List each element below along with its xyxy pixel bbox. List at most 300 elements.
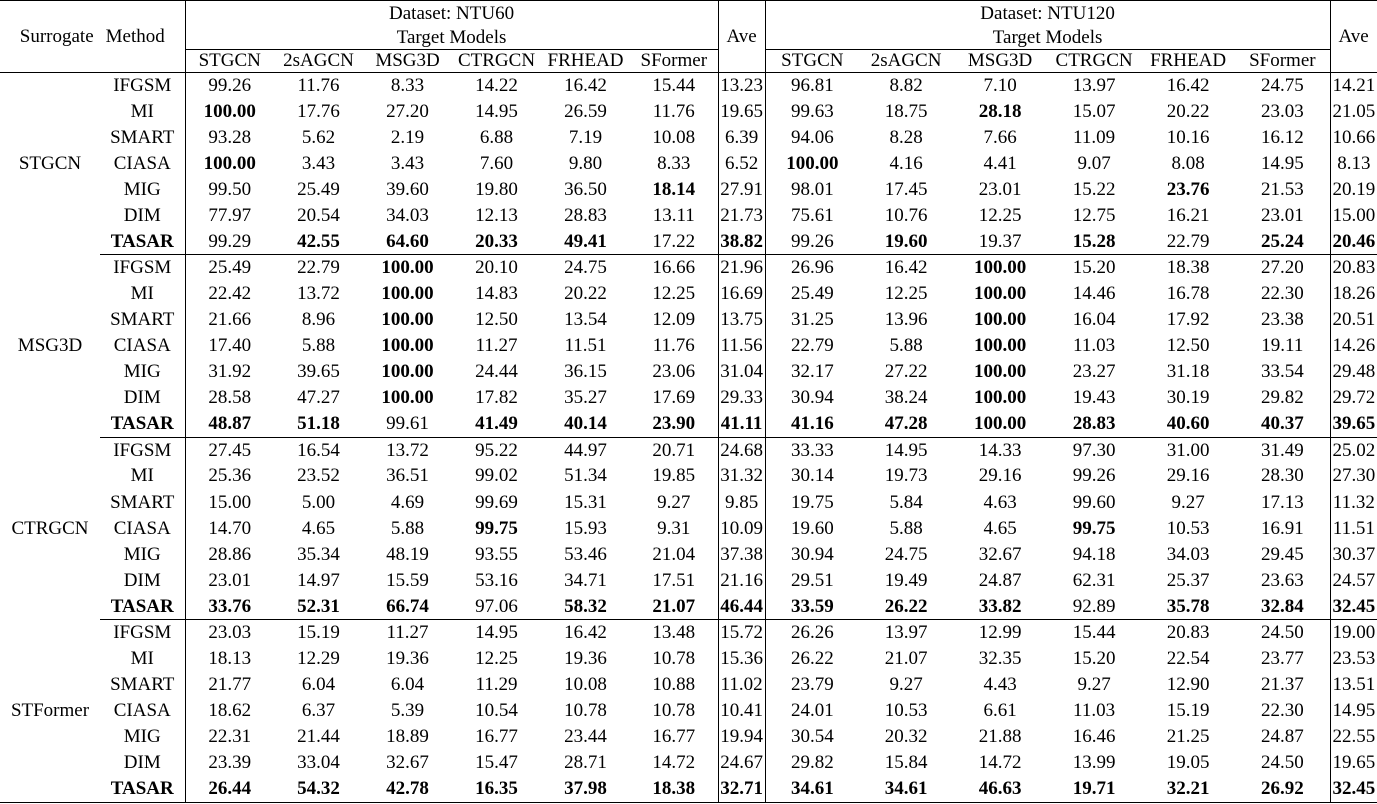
ntu60-value-cell: 99.69: [475, 491, 518, 513]
ntu60-value-cell: 5.00: [301, 491, 336, 513]
ntu60-model-header-ctrgcn: CTRGCN: [452, 50, 541, 73]
ntu60-value-cell: 5.62: [301, 126, 336, 148]
ntu120-value-cell: 22.79: [790, 335, 834, 357]
ntu60-value-cell: 10.78: [564, 700, 607, 722]
ntu60-value-cell: 10.88: [652, 673, 696, 695]
ntu120-value-cell: 12.50: [1166, 335, 1210, 357]
ntu120-value-cell: 22.79: [1141, 229, 1235, 255]
ntu120-model-header-stgcn: STGCN: [765, 50, 859, 73]
ntu60-value-cell: 27.45: [185, 437, 274, 463]
ntu60-value-cell: 100.00: [381, 283, 434, 305]
ntu60-value-cell: 51.18: [274, 411, 363, 437]
ntu60-value-cell: 19.85: [652, 465, 696, 487]
ntu120-value-cell: 26.92: [1235, 776, 1330, 802]
ntu60-value-cell: 37.98: [541, 776, 630, 802]
method-cell: MI: [130, 283, 154, 305]
ntu60-value-cell: 6.04: [301, 673, 336, 695]
ntu60-ave-cell: 11.56: [718, 333, 765, 359]
ntu120-value-cell: 34.03: [1166, 543, 1210, 565]
ntu60-value-cell: 16.42: [564, 622, 607, 644]
ntu120-value-cell: 98.01: [790, 178, 834, 200]
ntu120-value-cell: 5.84: [889, 491, 923, 513]
ntu60-value-cell: 11.27: [386, 622, 429, 644]
ntu60-value-cell: 11.76: [652, 100, 695, 122]
ntu60-value-cell: 24.75: [564, 257, 607, 279]
ntu120-value-cell: 32.84: [1235, 594, 1330, 620]
method-cell: DIM: [123, 387, 161, 409]
method-cell: CIASA: [113, 335, 171, 357]
ntu60-value-cell: 100.00: [185, 99, 274, 125]
ntu60-value-cell: 5.88: [301, 335, 336, 357]
table-row: [0, 750, 1377, 776]
table-row: [0, 203, 1377, 229]
ntu60-ave-cell: 21.96: [718, 255, 765, 281]
table-row: [0, 516, 1377, 542]
ntu120-value-cell: 21.07: [884, 647, 928, 669]
ntu120-ave-cell: 8.13: [1330, 151, 1377, 177]
ntu60-value-cell: 3.43: [390, 152, 425, 174]
ntu60-value-cell: 95.22: [475, 439, 518, 461]
method-cell: TASAR: [100, 776, 185, 802]
ntu120-value-cell: 100.00: [973, 309, 1027, 331]
ntu60-value-cell: 99.29: [185, 229, 274, 255]
ntu60-value-cell: 44.97: [564, 439, 607, 461]
table-row: [0, 281, 1377, 307]
method-cell: TASAR: [100, 411, 185, 437]
header-row-dataset: [0, 1, 1377, 27]
ntu120-value-cell: 22.54: [1166, 647, 1210, 669]
ntu60-value-cell: 53.46: [564, 543, 607, 565]
ntu120-value-cell: 7.66: [983, 126, 1017, 148]
ntu60-value-cell: 20.10: [475, 257, 518, 279]
ntu60-ave-cell: 41.11: [718, 411, 765, 437]
ntu120-value-cell: 30.94: [790, 387, 834, 409]
ntu120-value-cell: 14.95: [884, 439, 928, 461]
ntu60-value-cell: 99.75: [475, 517, 518, 539]
ntu120-value-cell: 94.18: [1072, 543, 1116, 565]
ntu120-value-cell: 10.16: [1166, 126, 1210, 148]
ntu120-value-cell: 12.75: [1072, 204, 1116, 226]
ntu60-value-cell: 12.25: [475, 647, 518, 669]
ntu60-value-cell: 21.77: [185, 672, 274, 698]
ntu60-value-cell: 93.55: [475, 543, 518, 565]
ntu60-ave-cell: 11.02: [718, 672, 765, 698]
ntu120-value-cell: 19.05: [1166, 752, 1210, 774]
ntu60-value-cell: 6.04: [390, 673, 425, 695]
ntu120-value-cell: 20.83: [1166, 622, 1210, 644]
ntu60-ave-cell: 21.16: [718, 568, 765, 594]
ntu60-ave-cell: 31.32: [718, 463, 765, 489]
ntu60-value-cell: 12.50: [475, 309, 518, 331]
ntu120-value-cell: 13.97: [884, 622, 928, 644]
ntu60-value-cell: 28.83: [564, 204, 607, 226]
ntu60-ave-cell: 10.41: [718, 698, 765, 724]
ntu60-ave-cell: 15.36: [718, 646, 765, 672]
ntu120-value-cell: 14.72: [978, 752, 1022, 774]
ntu120-value-cell: 21.25: [1166, 726, 1210, 748]
table-row: [0, 672, 1377, 698]
ntu60-value-cell: 36.15: [564, 361, 607, 383]
ntu60-value-cell: 100.00: [381, 361, 434, 383]
ntu120-value-cell: 22.30: [1260, 700, 1304, 722]
ntu120-value-cell: 19.11: [1261, 335, 1304, 357]
ntu60-model-header-2sagcn: 2sAGCN: [274, 50, 363, 73]
method-cell: IFGSM: [113, 257, 172, 279]
ntu60-model-header-frhead: FRHEAD: [541, 50, 630, 73]
ntu120-value-cell: 29.16: [978, 465, 1022, 487]
ntu60-value-cell: 52.31: [274, 594, 363, 620]
method-column-header: Method: [105, 25, 165, 47]
ntu60-value-cell: 21.07: [630, 594, 718, 620]
ntu120-value-cell: 10.53: [884, 700, 928, 722]
ntu120-ave-cell: 10.66: [1330, 125, 1377, 151]
ntu120-value-cell: 5.88: [889, 517, 923, 539]
ntu60-value-cell: 66.74: [363, 594, 452, 620]
ntu60-ave-cell: 31.04: [718, 359, 765, 385]
ntu60-value-cell: 8.33: [390, 74, 425, 96]
ntu60-value-cell: 25.36: [185, 463, 274, 489]
ntu60-value-cell: 20.22: [564, 283, 607, 305]
ntu60-value-cell: 23.39: [185, 750, 274, 776]
ntu60-value-cell: 39.65: [297, 361, 340, 383]
ntu120-value-cell: 17.45: [884, 178, 928, 200]
ntu60-value-cell: 23.06: [652, 361, 696, 383]
ntu120-value-cell: 26.22: [790, 647, 834, 669]
ntu120-value-cell: 12.25: [978, 204, 1022, 226]
ntu120-ave-cell: 18.26: [1330, 281, 1377, 307]
ntu120-value-cell: 9.27: [1171, 491, 1205, 513]
ntu120-value-cell: 99.63: [790, 100, 834, 122]
ntu60-value-cell: 16.35: [452, 776, 541, 802]
ntu60-value-cell: 100.00: [381, 387, 434, 409]
ntu120-value-cell: 30.14: [790, 465, 834, 487]
ntu120-value-cell: 8.08: [1171, 152, 1205, 174]
ntu120-value-cell: 23.63: [1260, 569, 1304, 591]
ntu60-value-cell: 23.01: [185, 568, 274, 594]
ntu120-value-cell: 31.25: [790, 309, 834, 331]
table-row: [0, 177, 1377, 203]
ntu60-value-cell: 17.40: [185, 333, 274, 359]
ntu120-value-cell: 30.54: [790, 726, 834, 748]
ntu120-value-cell: 33.82: [953, 594, 1047, 620]
ntu60-value-cell: 7.60: [479, 152, 514, 174]
table-row: [0, 463, 1377, 489]
ntu120-value-cell: 16.04: [1072, 309, 1116, 331]
method-cell: TASAR: [100, 229, 185, 255]
header-row-models: [0, 50, 1377, 73]
table-row: [0, 229, 1377, 255]
ntu120-value-cell: 20.22: [1166, 100, 1210, 122]
ntu120-value-cell: 15.22: [1072, 178, 1116, 200]
ntu60-value-cell: 10.08: [564, 673, 607, 695]
ntu120-value-cell: 100.00: [973, 361, 1027, 383]
ntu60-value-cell: 12.13: [475, 204, 518, 226]
ntu120-value-cell: 26.22: [859, 594, 953, 620]
ntu60-ave-cell: 38.82: [718, 229, 765, 255]
ntu60-value-cell: 10.78: [652, 647, 696, 669]
ntu60-value-cell: 16.77: [652, 726, 696, 748]
table-row: [0, 646, 1377, 672]
ntu60-value-cell: 8.33: [657, 152, 691, 174]
table-row: [0, 307, 1377, 333]
table-body: [0, 73, 1377, 803]
ntu60-value-cell: 15.93: [564, 517, 607, 539]
ntu120-value-cell: 23.01: [978, 178, 1022, 200]
ntu60-value-cell: 11.76: [652, 335, 695, 357]
method-cell: SMART: [110, 126, 175, 148]
ntu60-value-cell: 19.80: [475, 178, 518, 200]
ntu120-value-cell: 7.10: [983, 74, 1017, 96]
method-cell: MI: [130, 100, 154, 122]
ntu60-value-cell: 28.86: [185, 542, 274, 568]
ntu60-value-cell: 58.32: [541, 594, 630, 620]
ntu60-ave-cell: 6.39: [718, 125, 765, 151]
ntu120-value-cell: 24.87: [1260, 726, 1304, 748]
ntu60-value-cell: 99.50: [185, 177, 274, 203]
ntu120-value-cell: 18.75: [884, 100, 928, 122]
ntu120-value-cell: 16.42: [884, 257, 928, 279]
ntu120-ave-cell: 19.65: [1330, 750, 1377, 776]
ntu60-ave-cell: 29.33: [718, 385, 765, 411]
ntu60-value-cell: 99.26: [185, 73, 274, 99]
ntu120-ave-cell: 29.72: [1330, 385, 1377, 411]
ntu60-ave-cell: 24.68: [718, 437, 765, 463]
ntu120-value-cell: 10.53: [1166, 517, 1210, 539]
surrogate-column-header: Surrogate: [19, 25, 94, 47]
ntu120-ave-column-header: Ave: [1330, 1, 1377, 73]
table-row: [0, 151, 1377, 177]
ntu60-ave-cell: 19.94: [718, 724, 765, 750]
ntu120-value-cell: 12.99: [978, 622, 1022, 644]
ntu60-value-cell: 33.04: [297, 752, 340, 774]
ntu60-value-cell: 11.51: [564, 335, 607, 357]
ntu60-value-cell: 12.29: [297, 647, 340, 669]
ntu60-value-cell: 93.28: [185, 125, 274, 151]
ntu60-ave-cell: 37.38: [718, 542, 765, 568]
ntu60-value-cell: 17.22: [630, 229, 718, 255]
ntu60-value-cell: 12.09: [652, 309, 696, 331]
ntu120-value-cell: 24.75: [884, 543, 928, 565]
ntu120-ave-cell: 39.65: [1330, 411, 1377, 437]
ntu120-value-cell: 99.26: [1072, 465, 1116, 487]
ntu60-value-cell: 16.66: [652, 257, 696, 279]
ntu120-value-cell: 11.03: [1073, 700, 1116, 722]
ntu60-ave-cell: 19.65: [718, 99, 765, 125]
ntu60-value-cell: 16.42: [564, 74, 607, 96]
ntu120-ave-cell: 11.51: [1330, 516, 1377, 542]
ntu60-value-cell: 19.36: [564, 647, 607, 669]
surrogate-cell: MSG3D: [17, 335, 83, 357]
ntu120-value-cell: 40.37: [1235, 411, 1330, 437]
ntu120-value-cell: 15.19: [1166, 700, 1210, 722]
ntu120-value-cell: 46.63: [953, 776, 1047, 802]
ntu120-value-cell: 41.16: [765, 411, 859, 437]
ntu120-value-cell: 11.03: [1073, 335, 1116, 357]
ntu120-ave-cell: 20.83: [1330, 255, 1377, 281]
ntu60-value-cell: 20.71: [652, 439, 696, 461]
ntu60-ave-cell: 15.72: [718, 620, 765, 646]
ntu120-value-cell: 31.00: [1166, 439, 1210, 461]
ntu60-value-cell: 13.48: [652, 622, 696, 644]
table-row: [0, 620, 1377, 646]
ntu120-ave-cell: 19.00: [1330, 620, 1377, 646]
ntu60-value-cell: 23.90: [630, 411, 718, 437]
ntu120-value-cell: 9.27: [1077, 673, 1111, 695]
ntu60-value-cell: 16.77: [475, 726, 518, 748]
ntu60-ave-cell: 9.85: [718, 490, 765, 516]
table-row: [0, 437, 1377, 463]
ntu60-value-cell: 39.60: [386, 178, 429, 200]
ntu60-value-cell: 28.71: [564, 752, 607, 774]
ntu60-model-header-msg3d: MSG3D: [363, 50, 452, 73]
method-cell: CIASA: [113, 517, 171, 539]
ntu120-value-cell: 96.81: [790, 74, 834, 96]
ntu120-value-cell: 19.71: [1047, 776, 1141, 802]
method-cell: DIM: [123, 752, 161, 774]
ntu60-value-cell: 22.31: [185, 724, 274, 750]
ntu60-value-cell: 28.58: [185, 385, 274, 411]
ntu120-value-cell: 19.49: [884, 569, 928, 591]
table-row: [0, 99, 1377, 125]
surrogate-cell: STFormer: [10, 699, 90, 721]
ntu120-value-cell: 27.22: [884, 361, 928, 383]
ntu120-value-cell: 33.54: [1260, 361, 1304, 383]
surrogate-method-header: [0, 1, 185, 73]
ntu120-value-cell: 32.67: [978, 543, 1022, 565]
ntu120-ave-cell: 24.57: [1330, 568, 1377, 594]
ntu60-value-cell: 64.60: [363, 229, 452, 255]
ntu60-value-cell: 99.02: [475, 465, 518, 487]
ntu120-ave-cell: 20.46: [1330, 229, 1377, 255]
ntu120-value-cell: 8.28: [889, 126, 923, 148]
ntu120-value-cell: 13.97: [1072, 74, 1116, 96]
ntu60-value-cell: 4.65: [301, 517, 336, 539]
ntu60-value-cell: 77.97: [185, 203, 274, 229]
ntu60-value-cell: 10.54: [475, 700, 518, 722]
method-cell: DIM: [123, 569, 161, 591]
ntu120-value-cell: 4.43: [983, 673, 1017, 695]
ntu120-value-cell: 29.45: [1260, 543, 1304, 565]
ntu60-ave-cell: 16.69: [718, 281, 765, 307]
table-row: [0, 698, 1377, 724]
ntu60-value-cell: 12.25: [652, 283, 696, 305]
method-cell: SMART: [110, 673, 175, 695]
ntu120-value-cell: 19.73: [884, 465, 928, 487]
ntu120-ave-cell: 30.37: [1330, 542, 1377, 568]
method-cell: CIASA: [113, 152, 171, 174]
ntu120-value-cell: 29.82: [1260, 387, 1304, 409]
ntu120-ave-cell: 13.51: [1330, 672, 1377, 698]
ntu60-ave-cell: 24.67: [718, 750, 765, 776]
ntu60-value-cell: 17.76: [297, 100, 340, 122]
ntu120-value-cell: 21.88: [978, 726, 1022, 748]
ntu120-target-models-header: Target Models: [765, 27, 1330, 50]
method-cell: MI: [130, 465, 154, 487]
ntu120-value-cell: 19.60: [790, 517, 834, 539]
ntu120-value-cell: 23.76: [1166, 178, 1210, 200]
ntu120-value-cell: 20.32: [884, 726, 928, 748]
ntu60-value-cell: 36.51: [386, 465, 429, 487]
ntu60-value-cell: 13.72: [386, 439, 429, 461]
ntu60-value-cell: 35.34: [297, 543, 340, 565]
ntu120-value-cell: 23.79: [790, 673, 834, 695]
ntu120-value-cell: 23.03: [1260, 100, 1304, 122]
ntu60-value-cell: 18.89: [386, 726, 429, 748]
ntu60-value-cell: 10.78: [652, 700, 696, 722]
method-cell: CIASA: [113, 700, 171, 722]
ntu60-ave-cell: 46.44: [718, 594, 765, 620]
ntu120-value-cell: 17.13: [1260, 491, 1304, 513]
ntu60-ave-cell: 13.23: [718, 73, 765, 99]
ntu120-model-header-2sagcn: 2sAGCN: [859, 50, 953, 73]
ntu60-value-cell: 54.32: [274, 776, 363, 802]
ntu60-value-cell: 8.96: [301, 309, 336, 331]
ntu120-value-cell: 4.63: [983, 491, 1017, 513]
ntu60-value-cell: 19.36: [386, 647, 429, 669]
ntu60-value-cell: 48.87: [185, 411, 274, 437]
ntu120-model-header-ctrgcn: CTRGCN: [1047, 50, 1141, 73]
ntu60-value-cell: 15.31: [564, 491, 607, 513]
method-cell: MIG: [123, 178, 161, 200]
ntu120-value-cell: 24.50: [1260, 622, 1304, 644]
ntu60-value-cell: 14.70: [185, 516, 274, 542]
ntu60-value-cell: 5.88: [390, 517, 425, 539]
ntu120-value-cell: 25.49: [790, 283, 834, 305]
table-row: [0, 73, 1377, 99]
method-cell: MI: [130, 647, 154, 669]
ntu60-value-cell: 16.54: [297, 439, 340, 461]
ntu60-value-cell: 14.95: [475, 622, 518, 644]
ntu120-ave-cell: 14.95: [1330, 698, 1377, 724]
ntu120-value-cell: 26.96: [790, 257, 834, 279]
ntu120-ave-cell: 14.21: [1330, 73, 1377, 99]
ntu120-value-cell: 6.61: [983, 700, 1017, 722]
ntu60-value-cell: 21.04: [652, 543, 696, 565]
table-row: [0, 333, 1377, 359]
ntu60-value-cell: 53.16: [475, 569, 518, 591]
ntu120-ave-cell: 32.45: [1330, 594, 1377, 620]
ntu60-value-cell: 11.76: [297, 74, 340, 96]
method-cell: IFGSM: [113, 74, 172, 96]
ntu120-value-cell: 16.46: [1072, 726, 1116, 748]
ntu120-value-cell: 16.12: [1260, 126, 1304, 148]
ntu120-value-cell: 33.33: [790, 439, 834, 461]
ntu120-value-cell: 97.30: [1072, 439, 1116, 461]
ntu120-value-cell: 100.00: [973, 283, 1027, 305]
ntu120-value-cell: 14.46: [1072, 283, 1116, 305]
ntu60-value-cell: 15.00: [185, 490, 274, 516]
ntu120-value-cell: 13.96: [884, 309, 928, 331]
ntu60-value-cell: 33.76: [185, 594, 274, 620]
ntu60-value-cell: 10.08: [652, 126, 696, 148]
ntu60-value-cell: 20.54: [297, 204, 340, 226]
ntu60-value-cell: 42.78: [363, 776, 452, 802]
ntu60-value-cell: 21.66: [185, 307, 274, 333]
ntu120-ave-cell: 29.48: [1330, 359, 1377, 385]
ntu120-ave-cell: 32.45: [1330, 776, 1377, 802]
ntu120-value-cell: 99.26: [765, 229, 859, 255]
ntu60-value-cell: 11.29: [475, 673, 518, 695]
ntu120-value-cell: 23.77: [1260, 647, 1304, 669]
ntu60-dataset-header: Dataset: NTU60: [185, 1, 718, 27]
ntu60-value-cell: 14.22: [475, 74, 518, 96]
ntu60-value-cell: 17.51: [652, 569, 696, 591]
ntu120-value-cell: 28.83: [1047, 411, 1141, 437]
ntu120-value-cell: 22.30: [1260, 283, 1304, 305]
ntu120-value-cell: 14.95: [1260, 152, 1304, 174]
table-row: [0, 724, 1377, 750]
ntu60-value-cell: 40.14: [541, 411, 630, 437]
